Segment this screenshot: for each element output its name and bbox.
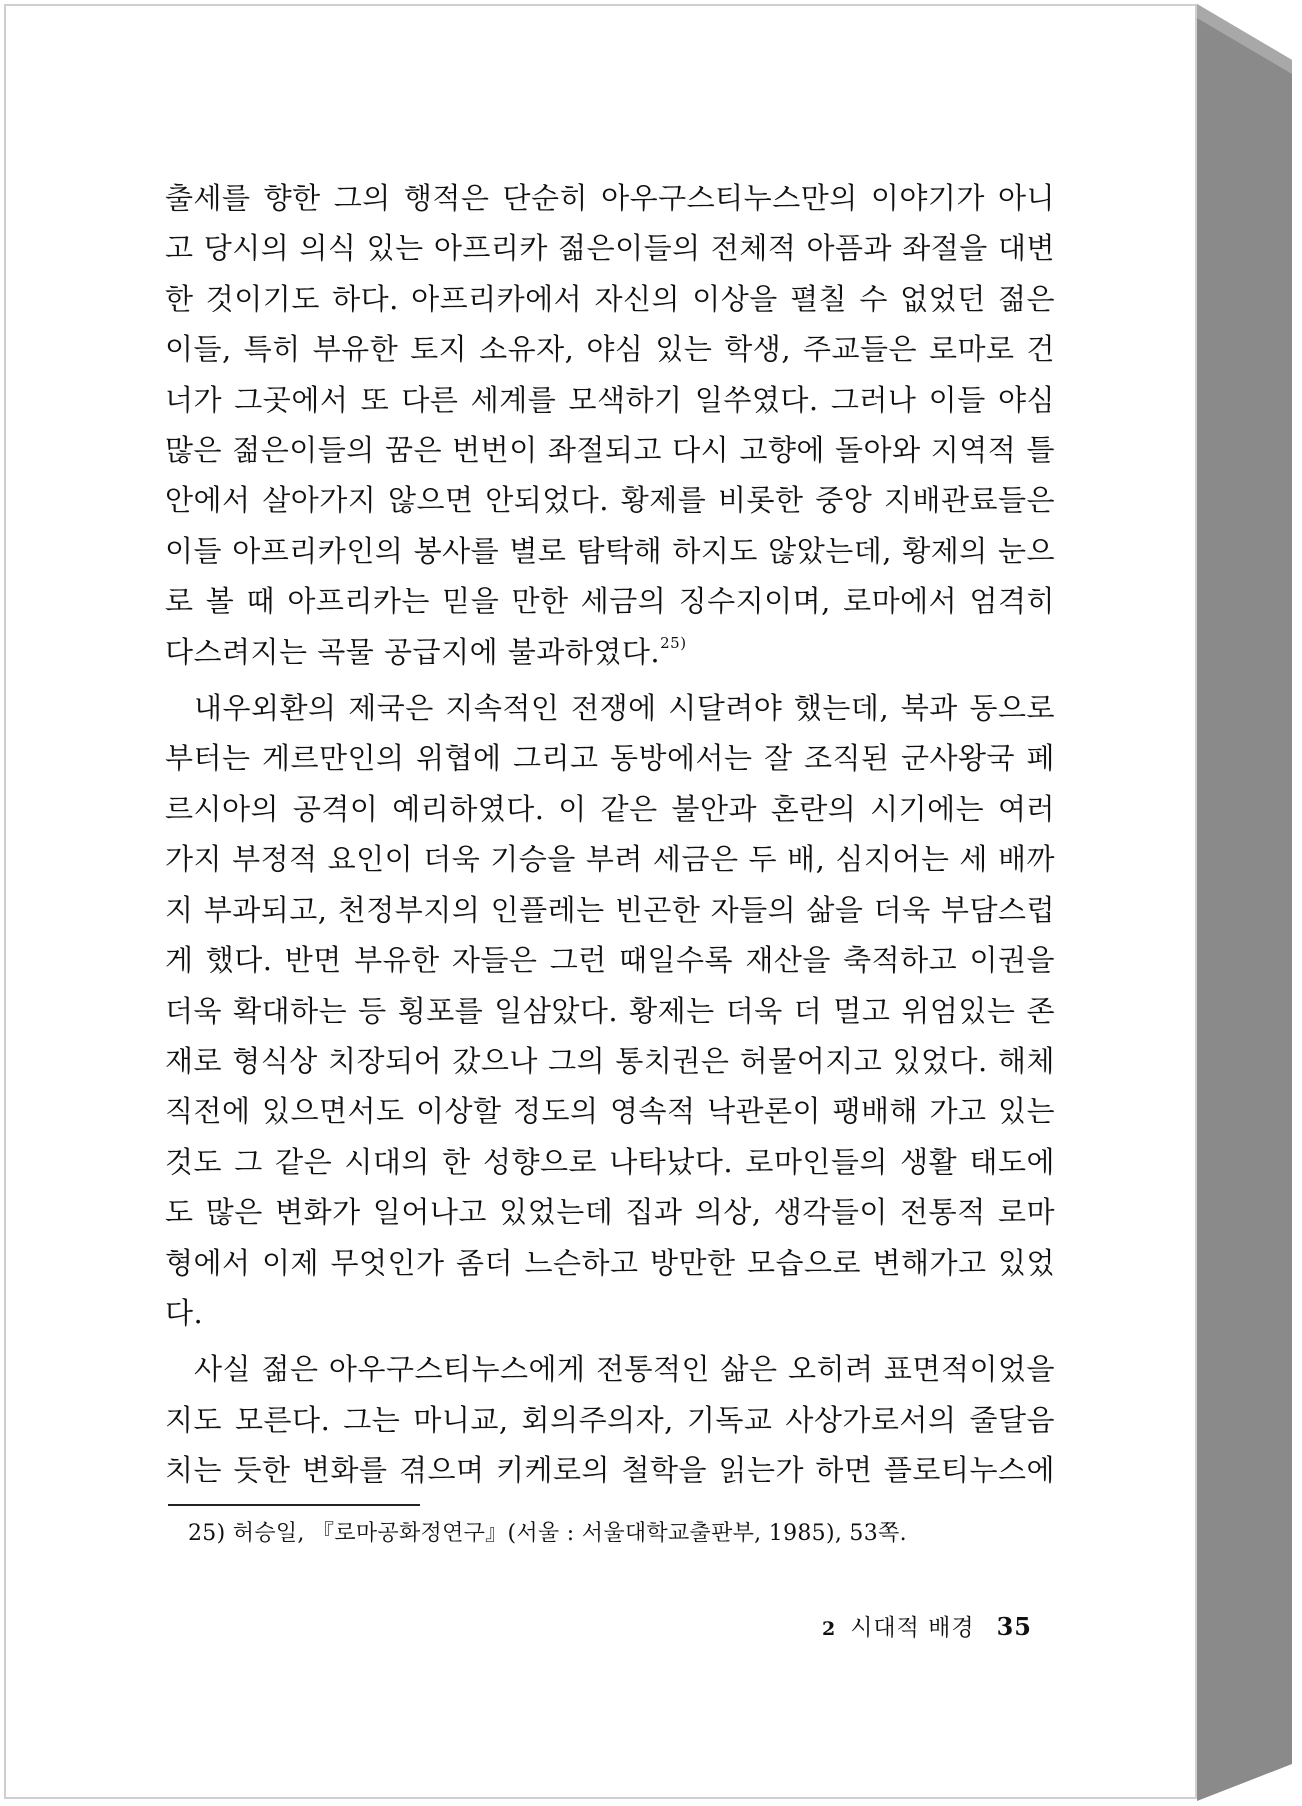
paragraph-3: 사실 젊은 아우구스티누스에게 전통적인 삶은 오히려 표면적이었을지도 모른다. 그는 마니교, 회의주의자, 기독교 사상가로서의 줄달음치는 듯한 변화를 겪으며 키케로의 철학을 읽는가 하면 플로티누스에 (165, 1352, 1055, 1488)
book-edge-shadow (1197, 4, 1292, 1801)
page-number: 35 (996, 1612, 1032, 1641)
footnote-reference[interactable]: 25) (660, 633, 687, 652)
paragraph-2: 내우외환의 제국은 지속적인 전쟁에 시달려야 했는데, 북과 동으로부터는 게르만인의 위협에 그리고 동방에서는 잘 조직된 군사왕국 페르시아의 공격이 예리하였다. 이 같은 불안과 혼란의 시기에는 여러 가지 부정적 요인이 더욱 기승을 부려 세금은 두 배, 심지어는 세 배까지 부과되고, 천정부지의 인플레는 빈곤한 자들의 삶을 더욱 부담스럽게 했다. 반면 부유한 자들은 그런 때일수록 재산을 축적하고 이권을 더욱 확대하는 등 횡포를 일삼았다. 황제는 더욱 더 멀고 위엄있는 존재로 형식상 치장되어 갔으나 그의 통치권은 허물어지고 있었다. 해체 직전에 있으면서도 이상할 정도의 영속적 낙관론이 팽배해 가고 있는 것도 그 같은 시대의 한 성향으로 나타났다. 로마인들의 생활 태도에도 많은 변화가 일어나고 있었는데 집과 의상, 생각들이 전통적 로마형에서 이제 무엇인가 좀더 느슨하고 방만한 모습으로 변해가고 있었다. (165, 691, 1055, 1330)
page-footer (822, 1607, 1032, 1649)
chapter-title: 시대적 배경 (850, 1615, 975, 1641)
paragraph-1 (165, 173, 1055, 677)
footnote: 25) 허승일, 『로마공화정연구』(서울 : 서울대학교출판부, 1985), 53쪽. (188, 1521, 907, 1546)
footnote-divider (168, 1504, 420, 1506)
body-text (165, 173, 1055, 1496)
paragraph-1-text: 출세를 향한 그의 행적은 단순히 아우구스티누스만의 이야기가 아니고 당시의 의식 있는 아프리카 젊은이들의 전체적 아픔과 좌절을 대변한 것이기도 하다. 아프리카에서 자신의 이상을 펼칠 수 없었던 젊은이들, 특히 부유한 토지 소유자, 야심 있는 학생, 주교들은 로마로 건너가 그곳에서 또 다른 세계를 모색하기 일쑤였다. 그러나 이들 야심 많은 젊은이들의 꿈은 번번이 좌절되고 다시 고향에 돌아와 지역적 틀 안에서 살아가지 않으면 안되었다. 황제를 비롯한 중앙 지배관료들은 이들 아프리카인의 봉사를 별로 탐탁해 하지도 않았는데, 황제의 눈으로 볼 때 아프리카는 믿을 만한 세금의 징수지이며, 로마에서 엄격히 다스려지는 곡물 공급지에 불과하였다. (165, 181, 1055, 669)
chapter-number: 2 (821, 1618, 837, 1640)
